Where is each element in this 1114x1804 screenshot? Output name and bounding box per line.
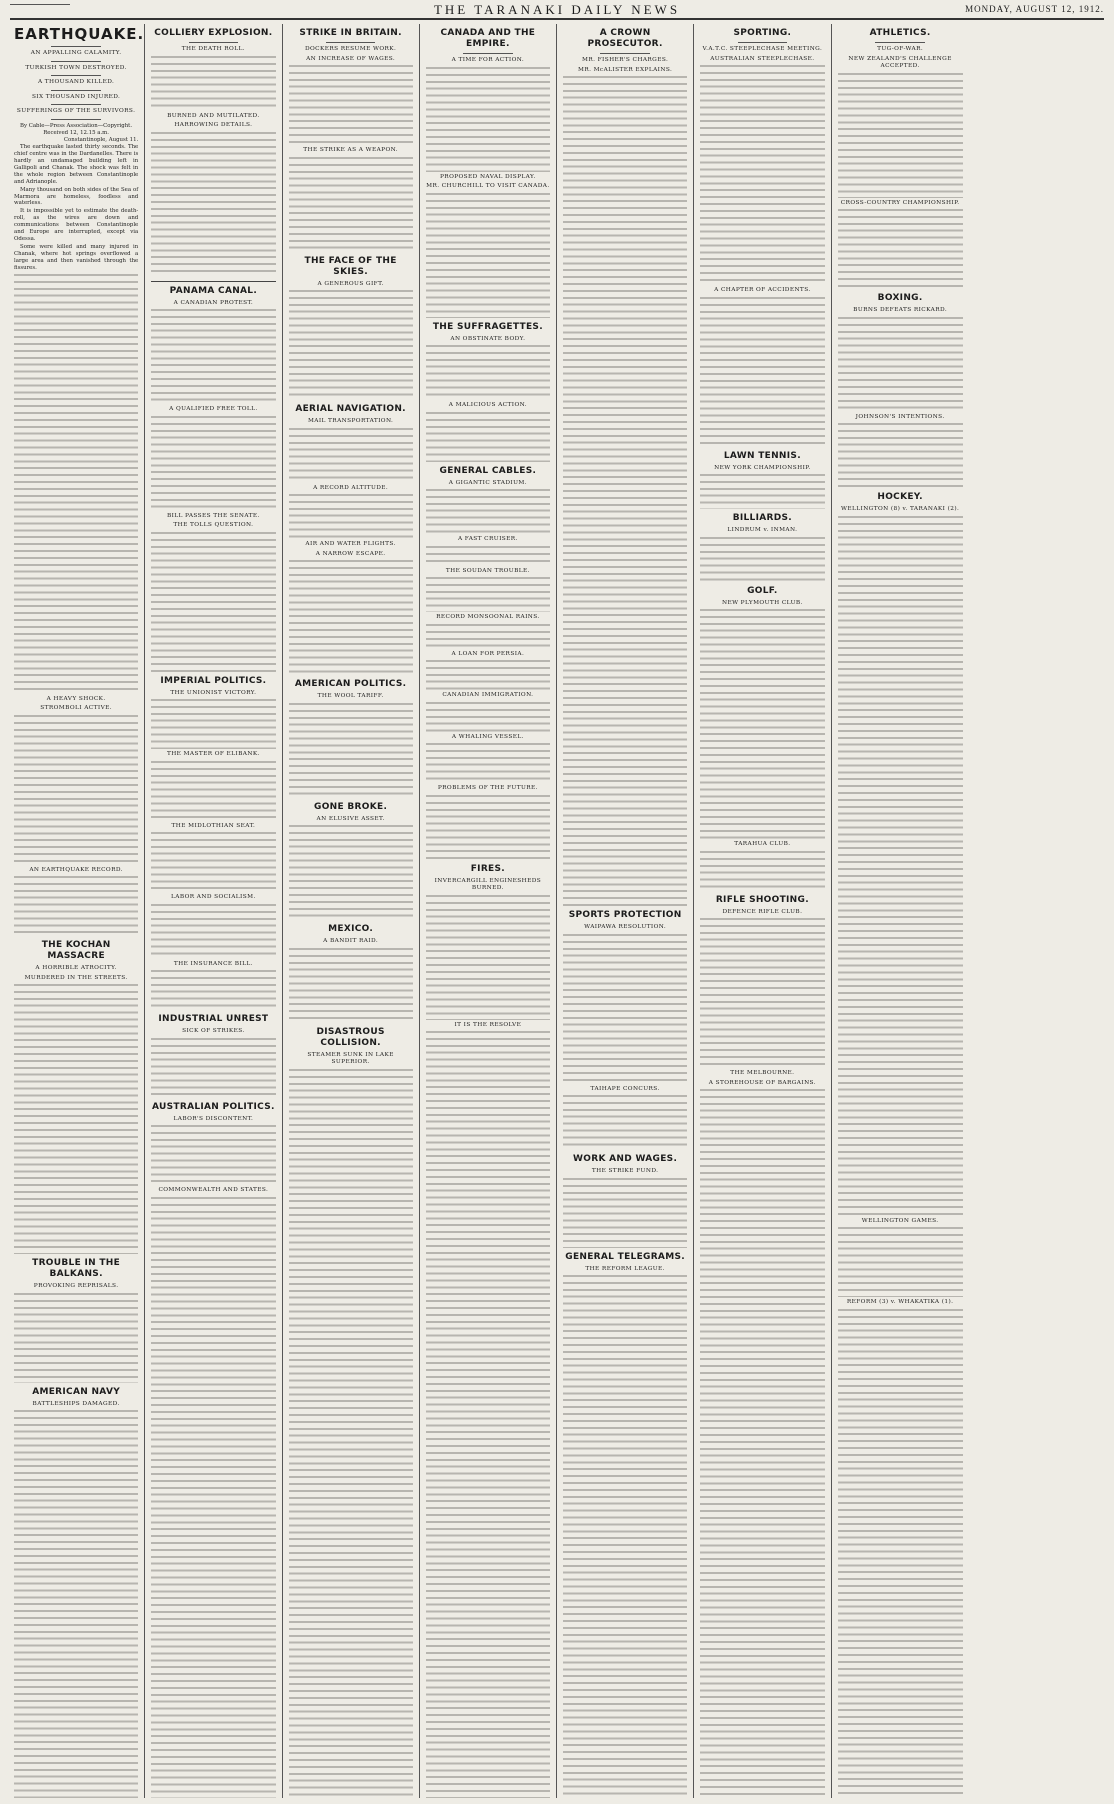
article-text-block [700, 851, 824, 891]
headline-gone-broke: GONE BROKE. [314, 801, 388, 812]
article-text-block [838, 1309, 963, 1799]
article-text-block [838, 1227, 963, 1297]
subhead: PROPOSED NAVAL DISPLAY. [440, 173, 536, 180]
article-text-block [14, 984, 138, 1254]
subhead: AN INCREASE OF WAGES. [306, 55, 396, 62]
subhead: THE WOOL TARIFF. [317, 693, 384, 699]
subhead: A BANDIT RAID. [323, 938, 379, 944]
subhead: THE REFORM LEAGUE. [585, 1265, 665, 1272]
divider [463, 53, 513, 54]
headline-fires: FIRES. [470, 863, 506, 874]
subhead: A STOREHOUSE OF BARGAINS. [708, 1079, 816, 1086]
headline-imperial-politics: IMPERIAL POLITICS. [160, 675, 267, 686]
subhead: SIX THOUSAND INJURED. [31, 93, 121, 100]
article-text-block [426, 67, 550, 172]
column-3 [283, 24, 420, 1798]
divider [51, 75, 101, 76]
column-6 [694, 24, 831, 1798]
subhead: DOCKERS RESUME WORK. [304, 46, 397, 52]
subhead: MAIL TRANSPORTATION. [307, 418, 394, 424]
article-text-block [838, 516, 963, 1216]
headline-athletics: ATHLETICS. [869, 28, 931, 38]
subhead: THE STRIKE FUND. [591, 1168, 659, 1174]
subhead: STEAMER SUNK IN LAKE SUPERIOR. [307, 1051, 394, 1065]
article-text-block [151, 132, 275, 277]
headline-billiards: BILLIARDS. [732, 513, 793, 523]
divider [600, 53, 650, 54]
subhead: A CANADIAN PROTEST. [173, 299, 254, 306]
subhead: THE DEATH ROLL. [181, 46, 245, 52]
columns [8, 24, 1106, 1798]
issue-date: MONDAY, AUGUST 12, 1912. [965, 4, 1104, 14]
subhead: A WHALING VESSEL. [451, 733, 524, 740]
divider [738, 42, 788, 43]
headline-golf: GOLF. [747, 585, 778, 596]
subhead: THE UNIONIST VICTORY. [170, 689, 257, 696]
article-text-block [151, 832, 275, 892]
subhead: AN ELUSIVE ASSET. [316, 815, 385, 822]
subhead: REFORM (3) v. WHAKATIKA (1). [846, 1299, 954, 1305]
article-text-block [426, 895, 550, 1020]
subhead: PROBLEMS OF THE FUTURE. [437, 785, 538, 791]
section-rule [151, 281, 275, 282]
subhead: THE SOUDAN TROUBLE. [445, 567, 530, 574]
subhead: A MALICIOUS ACTION. [448, 402, 527, 408]
headline-mexico: MEXICO. [328, 924, 374, 934]
subhead: A QUALIFIED FREE TOLL. [169, 406, 258, 412]
divider [51, 90, 101, 91]
subhead: A HEAVY SHOCK. [46, 695, 106, 702]
article-text-block [151, 1038, 275, 1098]
divider [189, 42, 239, 43]
subhead: LABOR'S DISCONTENT. [173, 1115, 254, 1122]
headline-face-of-skies: THE FACE OF THE SKIES. [304, 255, 397, 277]
headline-canada-empire: CANADA AND THE EMPIRE. [440, 28, 536, 49]
article-text-block [700, 918, 824, 1068]
subhead: AIR AND WATER FLIGHTS. [305, 541, 396, 547]
subhead: BURNED AND MUTILATED. [167, 112, 260, 119]
article-text-block [14, 274, 138, 694]
subhead: A TIME FOR ACTION. [451, 57, 525, 63]
headline-colliery: COLLIERY EXPLOSION. [154, 28, 273, 38]
column-5 [557, 24, 694, 1798]
headline-kochan: THE KOCHAN MASSACRE [41, 940, 111, 962]
subhead: MR. CHURCHILL TO VISIT CANADA. [426, 183, 550, 189]
article-text-block [426, 743, 550, 783]
subhead: A GIGANTIC STADIUM. [448, 479, 527, 486]
subhead: STROMBOLI ACTIVE. [40, 705, 113, 712]
article-text-block [289, 65, 413, 145]
subhead: A FAST CRUISER. [457, 536, 518, 542]
subhead: RECORD MONSOONAL RAINS. [436, 614, 540, 620]
article-text-block [426, 624, 550, 649]
subhead: THE MASTER OF ELIBANK. [166, 751, 260, 757]
subhead: BURNS DEFEATS RICKARD. [853, 307, 948, 313]
article-text-block [151, 1125, 275, 1185]
article-text-block [563, 934, 687, 1084]
article-text-block [700, 609, 824, 839]
subhead: TARAHUA CLUB. [734, 841, 791, 847]
article-text-block [426, 412, 550, 462]
headline-panama: PANAMA CANAL. [169, 285, 258, 296]
article-text-block [151, 699, 275, 749]
subhead: AUSTRALIAN STEEPLECHASE. [710, 55, 815, 62]
subhead: PROVOKING REPRISALS. [33, 1283, 119, 1290]
divider [51, 46, 101, 47]
subhead: MR. McALISTER EXPLAINS. [578, 66, 673, 73]
subhead: NEW YORK CHAMPIONSHIP. [714, 464, 811, 471]
article-text-block [151, 416, 275, 511]
subhead: THE MELBOURNE. [730, 1070, 795, 1076]
subhead: WELLINGTON (8) v. TARANAKI (2). [841, 506, 960, 512]
headline-industrial-unrest: INDUSTRIAL UNREST [158, 1014, 269, 1024]
article-text-block [151, 532, 275, 672]
subhead: NEW ZEALAND'S CHALLENGE ACCEPTED. [848, 55, 952, 69]
article-text-block [151, 56, 275, 111]
subhead: CANADIAN IMMIGRATION. [442, 692, 534, 698]
subhead: CROSS-COUNTRY CHAMPIONSHIP. [840, 199, 960, 206]
article-text-block [426, 546, 550, 566]
article-text-block [426, 345, 550, 400]
subhead: THE INSURANCE BILL. [173, 960, 253, 967]
headline-hockey: HOCKEY. [877, 492, 923, 502]
headline-aerial-navigation: AERIAL NAVIGATION. [295, 404, 406, 414]
article-text-block [426, 577, 550, 612]
article-text-block [838, 209, 963, 289]
headline-sports-protection: SPORTS PROTECTION [568, 910, 682, 920]
article-text-block [289, 157, 413, 252]
article-text-block [289, 560, 413, 675]
subhead: THE TOLLS QUESTION. [173, 522, 254, 528]
article-text-block [289, 290, 413, 400]
advert-heading: IT IS THE RESOLVE [454, 1021, 522, 1028]
subhead: BILL PASSES THE SENATE. [166, 512, 260, 519]
divider [326, 42, 376, 43]
divider [875, 42, 925, 43]
subhead: LINDRUM v. INMAN. [727, 527, 798, 533]
article-text-block [563, 1275, 687, 1798]
subhead: A NARROW ESCAPE. [315, 550, 386, 557]
column-7 [832, 24, 969, 1798]
article-paragraph: It is impossible yet to estimate the death-roll, as the wires are down and communications between Constantinople and Europe are interrupted, except via Odessa. [14, 208, 139, 242]
subhead: AN EARTHQUAKE RECORD. [29, 866, 123, 873]
received-line: Received 12, 12.15 a.m. [43, 130, 110, 137]
cable-credit: By Cable—Press Association—Copyright. [20, 122, 133, 129]
article-text-block [838, 317, 963, 412]
article-text-block [151, 761, 275, 821]
subhead: BATTLESHIPS DAMAGED. [32, 1400, 120, 1407]
article-text-block [700, 65, 824, 285]
article-text-block [563, 76, 687, 906]
article-text-block [289, 494, 413, 539]
newspaper-title: THE TARANAKI DAILY NEWS [433, 2, 681, 17]
article-text-block [700, 537, 824, 582]
article-text-block [14, 1293, 138, 1383]
column-2 [145, 24, 282, 1798]
column-1 [8, 24, 145, 1798]
headline-strike: STRIKE IN BRITAIN. [299, 28, 402, 38]
article-text-block [151, 1197, 275, 1799]
article-text-block [151, 904, 275, 959]
article-paragraph: Many thousand on both sides of the Sea of Marmora are homeless, foodless and waterless. [14, 186, 139, 207]
article-text-block [700, 297, 824, 447]
advert-text-block [700, 1089, 824, 1798]
subhead: WAIPAWA RESOLUTION. [584, 924, 667, 930]
article-text-block [289, 703, 413, 798]
subhead: THE STRIKE AS A WEAPON. [303, 147, 398, 153]
headline-boxing: BOXING. [877, 293, 923, 303]
subhead: INVERCARGILL ENGINESHEDS BURNED. [434, 877, 542, 891]
subhead: MURDERED IN THE STREETS. [24, 974, 128, 981]
article-text-block [426, 489, 550, 534]
subhead: AN OBSTINATE BODY. [450, 335, 526, 342]
subhead: COMMONWEALTH AND STATES. [158, 1187, 269, 1193]
headline-sporting: SPORTING. [733, 28, 792, 38]
subhead: A CHAPTER OF ACCIDENTS. [714, 287, 811, 293]
advert-text-block [426, 1031, 550, 1798]
subhead: WELLINGTON GAMES. [861, 1217, 939, 1224]
subhead: A THOUSAND KILLED. [37, 79, 115, 85]
subhead: SICK OF STRIKES. [182, 1028, 245, 1034]
article-text-block [14, 1410, 138, 1798]
headline-australian-politics: AUSTRALIAN POLITICS. [152, 1101, 275, 1112]
article-text-block [289, 1069, 413, 1799]
headline-crown-prosecutor: A CROWN PROSECUTOR. [587, 28, 663, 49]
subhead: V.A.T.C. STEEPLECHASE MEETING. [702, 46, 823, 52]
article-text-block [700, 474, 824, 509]
subhead: MR. FISHER'S CHARGES. [582, 57, 669, 63]
article-paragraph: Some were killed and many injured in Chanak, where hot springs overflowed a large area and then vanished through the fissures. [14, 243, 139, 271]
article-text-block [426, 702, 550, 732]
headline-work-and-wages: WORK AND WAGES. [573, 1154, 678, 1164]
article-text-block [289, 428, 413, 483]
subhead: JOHNSON'S INTENTIONS. [855, 413, 945, 420]
article-text-block [151, 970, 275, 1010]
masthead [10, 2, 1104, 20]
article-text-block [563, 1095, 687, 1150]
article-text-block [14, 715, 138, 865]
subhead: SUFFERINGS OF THE SURVIVORS. [16, 108, 136, 114]
dateline: Constantinople, August 11. [63, 137, 139, 144]
divider [51, 119, 101, 120]
subhead: A LOAN FOR PERSIA. [451, 650, 525, 657]
headline-general-cables: GENERAL CABLES. [439, 465, 537, 476]
article-text-block [151, 309, 275, 404]
headline-american-politics: AMERICAN POLITICS. [294, 679, 407, 689]
subhead: THE MIDLOTHIAN SEAT. [171, 822, 256, 829]
subhead: A RECORD ALTITUDE. [313, 484, 389, 491]
divider [51, 104, 101, 105]
column-4 [420, 24, 557, 1798]
headline-rifle-shooting: RIFLE SHOOTING. [715, 894, 809, 905]
headline-suffragettes: THE SUFFRAGETTES. [432, 321, 543, 332]
subhead: HARROWING DETAILS. [174, 122, 253, 128]
article-text-block [563, 1178, 687, 1248]
headline-earthquake: EARTHQUAKE. [14, 25, 145, 43]
article-paragraph: The earthquake lasted thirty seconds. The chief centre was in the Dardanelles. There is hardly an undamaged building left in Gallipoli and Chanak. The shock was felt in the whole region between Constantinople and Adrianople. [14, 144, 139, 185]
article-text-block [838, 73, 963, 198]
subhead: TAIHAPE CONCURS. [590, 1085, 660, 1092]
divider [51, 61, 101, 62]
headline-disastrous-collision: DISASTROUS COLLISION. [316, 1026, 385, 1048]
article-text-block [838, 423, 963, 488]
subhead: NEW PLYMOUTH CLUB. [721, 599, 803, 606]
headline-american-navy: AMERICAN NAVY [32, 1386, 121, 1397]
headline-general-telegrams: GENERAL TELEGRAMS. [565, 1251, 685, 1262]
subhead: AN APPALLING CALAMITY. [30, 50, 122, 56]
subhead: LABOR AND SOCIALISM. [171, 894, 256, 900]
article-text-block [426, 660, 550, 690]
headline-lawn-tennis: LAWN TENNIS. [723, 450, 801, 461]
article-text-block [426, 795, 550, 860]
subhead: A HORRIBLE ATROCITY. [35, 965, 117, 972]
subhead: A GENEROUS GIFT. [317, 280, 384, 287]
subhead: TURKISH TOWN DESTROYED. [25, 64, 127, 71]
article-text-block [289, 948, 413, 1023]
headline-balkans: TROUBLE IN THE BALKANS. [32, 1258, 121, 1280]
article-text-block [289, 825, 413, 920]
article-text-block [14, 876, 138, 936]
article-text-block [426, 193, 550, 318]
subhead: TUG-OF-WAR. [877, 46, 924, 52]
subhead: DEFENCE RIFLE CLUB. [722, 908, 803, 915]
